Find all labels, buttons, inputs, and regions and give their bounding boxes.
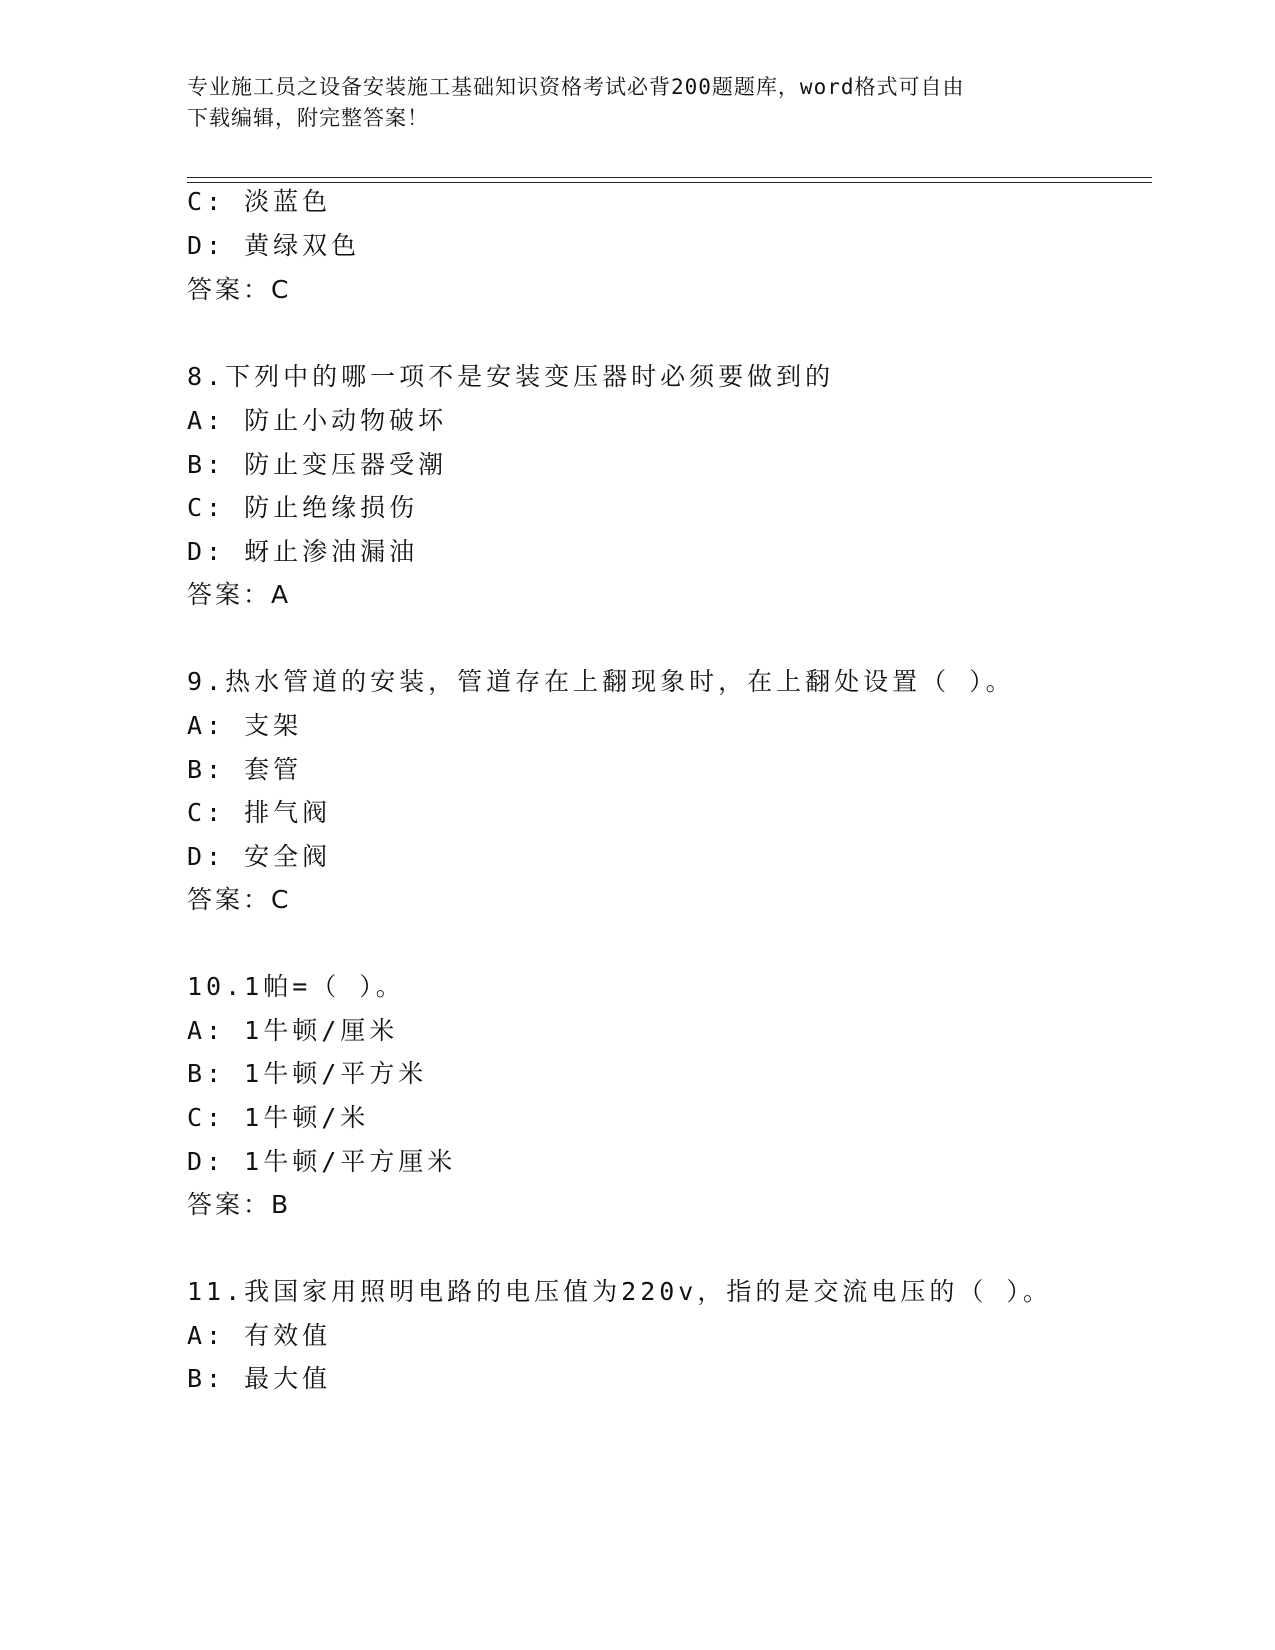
- document-header: [187, 72, 1087, 134]
- header-divider-top: [187, 177, 1152, 178]
- option-a: A: 防止小动物破坏: [187, 406, 448, 435]
- option-d: D: 黄绿双色: [187, 231, 361, 260]
- header-line-2: 下载编辑，附完整答案！: [187, 106, 429, 130]
- option-b: B: 最大值: [187, 1364, 332, 1393]
- option-d: D: 安全阀: [187, 842, 332, 871]
- option-b: B: 防止变压器受潮: [187, 450, 448, 479]
- header-divider-bottom: [187, 182, 1152, 183]
- option-c: C: 防止绝缘损伤: [187, 493, 419, 522]
- option-b: B: 1牛顿/平方米: [187, 1059, 428, 1088]
- question-stem: 9.热水管道的安装，管道存在上翻现象时，在上翻处设置（ ）。: [187, 667, 1015, 696]
- option-a: A: 有效值: [187, 1321, 332, 1350]
- question-stem: 11.我国家用照明电路的电压值为220v，指的是交流电压的（ ）。: [187, 1277, 1052, 1306]
- option-a: A: 1牛顿/厘米: [187, 1016, 399, 1045]
- option-c: C: 淡蓝色: [187, 187, 332, 216]
- option-a: A: 支架: [187, 711, 303, 740]
- answer-line: 答案：B: [187, 1190, 292, 1219]
- option-c: C: 排气阀: [187, 798, 332, 827]
- question-stem: 10.1帕=（ ）。: [187, 972, 405, 1001]
- answer-line: 答案：A: [187, 580, 292, 609]
- answer-line: 答案：C: [187, 885, 292, 914]
- option-d: D: 1牛顿/平方厘米: [187, 1147, 457, 1176]
- header-line-1: 专业施工员之设备安装施工基础知识资格考试必背200题题库，word格式可自由: [187, 75, 965, 99]
- question-stem: 8.下列中的哪一项不是安装变压器时必须要做到的: [187, 362, 835, 391]
- option-b: B: 套管: [187, 755, 303, 784]
- option-c: C: 1牛顿/米: [187, 1103, 370, 1132]
- option-d: D: 蚜止渗油漏油: [187, 537, 419, 566]
- answer-line: 答案：C: [187, 275, 292, 304]
